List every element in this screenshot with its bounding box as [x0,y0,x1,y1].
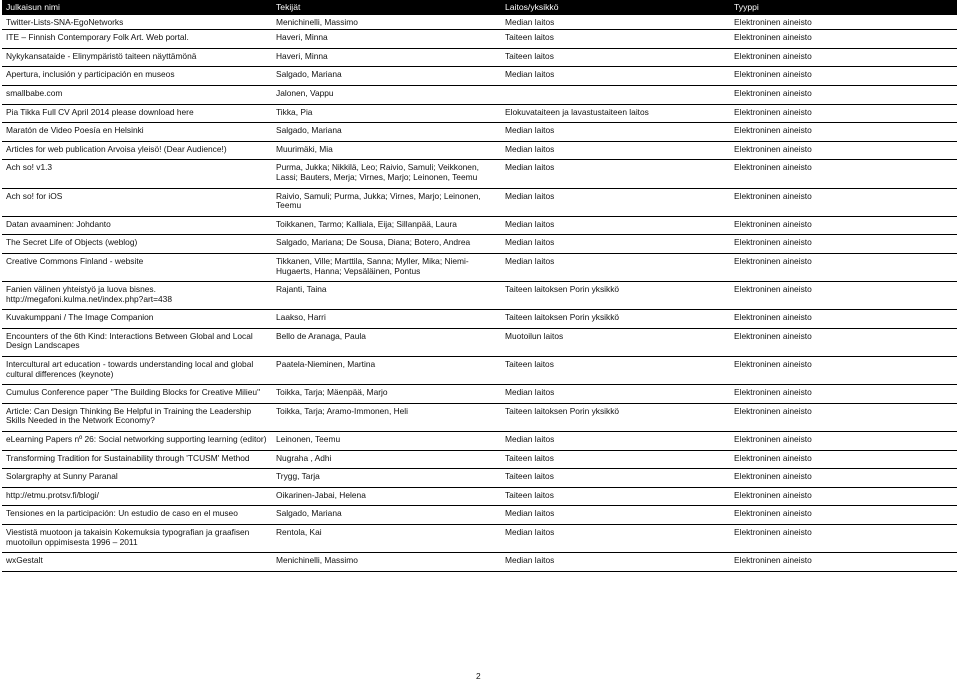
table-row [2,104,957,123]
cell-authors: Trygg, Tarja [272,469,501,488]
table-row [2,432,957,451]
table-row [2,553,957,572]
cell-type: Elektroninen aineisto [730,216,957,235]
cell-type: Elektroninen aineisto [730,253,957,281]
table-row [2,487,957,506]
cell-department: Median laitos [501,385,730,404]
cell-publication-name: Cumulus Conference paper "The Building Blocks for Creative Milieu" [2,385,272,404]
cell-type: Elektroninen aineisto [730,385,957,404]
cell-department: Muotoilun laitos [501,328,730,356]
table-row [2,235,957,254]
cell-type: Elektroninen aineisto [730,85,957,104]
cell-authors: Toikkanen, Tarmo; Kalliala, Eija; Sillanpää, Laura [272,216,501,235]
cell-authors: Muurimäki, Mia [272,141,501,160]
cell-type: Elektroninen aineisto [730,469,957,488]
cell-publication-name: Creative Commons Finland - website [2,253,272,281]
cell-publication-name: The Secret Life of Objects (weblog) [2,235,272,254]
cell-authors: Bello de Aranaga, Paula [272,328,501,356]
cell-type: Elektroninen aineisto [730,30,957,49]
cell-publication-name: wxGestalt [2,553,272,572]
cell-publication-name: ITE – Finnish Contemporary Folk Art. Web portal. [2,30,272,49]
cell-publication-name: Solargraphy at Sunny Paranal [2,469,272,488]
cell-type: Elektroninen aineisto [730,160,957,188]
cell-type: Elektroninen aineisto [730,403,957,431]
cell-publication-name: Viestistä muotoon ja takaisin Kokemuksia typografian ja graafisen muotoilun oppimisesta 1996 – 2011 [2,525,272,553]
cell-publication-name: Tensiones en la participación: Un estudio de caso en el museo [2,506,272,525]
cell-type: Elektroninen aineisto [730,104,957,123]
cell-authors: Paatela-Nieminen, Martina [272,357,501,385]
cell-type: Elektroninen aineisto [730,357,957,385]
cell-type: Elektroninen aineisto [730,48,957,67]
cell-department: Elokuvataiteen ja lavastustaiteen laitos [501,104,730,123]
cell-type: Elektroninen aineisto [730,123,957,142]
cell-publication-name: Apertura, inclusión y participación en museos [2,67,272,86]
cell-authors: Salgado, Mariana [272,67,501,86]
table-row [2,85,957,104]
cell-publication-name: Pia Tikka Full CV April 2014 please download here [2,104,272,123]
publications-table [2,0,957,572]
cell-department: Median laitos [501,216,730,235]
table-row [2,525,957,553]
cell-department: Median laitos [501,253,730,281]
cell-authors: Salgado, Mariana [272,123,501,142]
cell-department: Taiteen laitos [501,487,730,506]
cell-department: Median laitos [501,15,730,30]
table-row [2,123,957,142]
cell-publication-name: Maratón de Video Poesía en Helsinki [2,123,272,142]
cell-publication-name: Kuvakumppani / The Image Companion [2,310,272,329]
cell-authors: Raivio, Samuli; Purma, Jukka; Virnes, Marjo; Leinonen, Teemu [272,188,501,216]
cell-type: Elektroninen aineisto [730,506,957,525]
cell-department: Taiteen laitos [501,30,730,49]
cell-publication-name: Ach so! v1.3 [2,160,272,188]
cell-authors: Leinonen, Teemu [272,432,501,451]
cell-department: Median laitos [501,525,730,553]
cell-publication-name: Articles for web publication Arvoisa yleisö! (Dear Audience!) [2,141,272,160]
cell-type: Elektroninen aineisto [730,141,957,160]
cell-authors: Haveri, Minna [272,30,501,49]
cell-authors: Rentola, Kai [272,525,501,553]
cell-department: Taiteen laitos [501,48,730,67]
table-row [2,67,957,86]
cell-authors: Menichinelli, Massimo [272,15,501,30]
header-department: Laitos/yksikkö [501,0,730,15]
cell-publication-name: smallbabe.com [2,85,272,104]
table-row [2,253,957,281]
cell-department: Median laitos [501,67,730,86]
cell-authors: Menichinelli, Massimo [272,553,501,572]
cell-authors: Rajanti, Taina [272,282,501,310]
cell-department: Median laitos [501,188,730,216]
table-row [2,450,957,469]
cell-publication-name: Fanien välinen yhteistyö ja luova bisnes. http://megafoni.kulma.net/index.php?art=438 [2,282,272,310]
table-row [2,160,957,188]
cell-department: Taiteen laitos [501,357,730,385]
table-row [2,310,957,329]
cell-type: Elektroninen aineisto [730,67,957,86]
cell-department: Median laitos [501,432,730,451]
cell-publication-name: Datan avaaminen: Johdanto [2,216,272,235]
table-header [2,0,957,15]
cell-department: Median laitos [501,235,730,254]
cell-publication-name: Ach so! for iOS [2,188,272,216]
table-row [2,403,957,431]
table-row [2,48,957,67]
header-authors: Tekijät [272,0,501,15]
cell-publication-name: eLearning Papers nº 26: Social networking supporting learning (editor) [2,432,272,451]
cell-type: Elektroninen aineisto [730,487,957,506]
cell-department: Median laitos [501,141,730,160]
page-number: 2 [476,671,481,681]
table-row [2,385,957,404]
cell-department: Taiteen laitos [501,450,730,469]
cell-publication-name: Intercultural art education - towards understanding local and global cultural differences (keynote) [2,357,272,385]
cell-department: Taiteen laitoksen Porin yksikkö [501,403,730,431]
cell-publication-name: Transforming Tradition for Sustainability through 'TCUSM' Method [2,450,272,469]
header-row [2,0,957,15]
cell-department: Median laitos [501,553,730,572]
cell-publication-name: http://etmu.protsv.fi/blogi/ [2,487,272,506]
table-row [2,357,957,385]
cell-authors: Salgado, Mariana [272,506,501,525]
cell-type: Elektroninen aineisto [730,282,957,310]
cell-authors: Jalonen, Vappu [272,85,501,104]
header-type: Tyyppi [730,0,957,15]
table-row [2,141,957,160]
cell-publication-name: Article: Can Design Thinking Be Helpful in Training the Leadership Skills Needed in the Network Economy? [2,403,272,431]
cell-authors: Purma, Jukka; Nikkilä, Leo; Raivio, Samuli; Veikkonen, Lassi; Bauters, Merja; Virnes, Marjo; Leinonen, Teemu [272,160,501,188]
table-row [2,216,957,235]
cell-type: Elektroninen aineisto [730,15,957,30]
cell-type: Elektroninen aineisto [730,525,957,553]
cell-department: Taiteen laitoksen Porin yksikkö [501,310,730,329]
cell-department [501,85,730,104]
cell-authors: Toikka, Tarja; Mäenpää, Marjo [272,385,501,404]
cell-authors: Oikarinen-Jabai, Helena [272,487,501,506]
cell-type: Elektroninen aineisto [730,310,957,329]
cell-type: Elektroninen aineisto [730,235,957,254]
cell-department: Median laitos [501,123,730,142]
cell-authors: Haveri, Minna [272,48,501,67]
table-row [2,506,957,525]
cell-authors: Nugraha , Adhi [272,450,501,469]
cell-department: Taiteen laitoksen Porin yksikkö [501,282,730,310]
table-row [2,30,957,49]
table-row [2,282,957,310]
table-row [2,15,957,30]
cell-authors: Tikka, Pia [272,104,501,123]
cell-type: Elektroninen aineisto [730,450,957,469]
cell-department: Median laitos [501,160,730,188]
cell-type: Elektroninen aineisto [730,328,957,356]
header-publication-name: Julkaisun nimi [2,0,272,15]
table-row [2,469,957,488]
cell-type: Elektroninen aineisto [730,432,957,451]
table-row [2,188,957,216]
cell-authors: Tikkanen, Ville; Marttila, Sanna; Myller, Mika; Niemi-Hugaerts, Hanna; Vepsäläinen, Pontus [272,253,501,281]
cell-publication-name: Nykykansataide - Elinympäristö taiteen näyttämönä [2,48,272,67]
cell-department: Taiteen laitos [501,469,730,488]
cell-publication-name: Twitter-Lists-SNA-EgoNetworks [2,15,272,30]
cell-department: Median laitos [501,506,730,525]
cell-type: Elektroninen aineisto [730,188,957,216]
table-row [2,328,957,356]
cell-authors: Laakso, Harri [272,310,501,329]
cell-publication-name: Encounters of the 6th Kind: Interactions Between Global and Local Design Landscapes [2,328,272,356]
cell-authors: Salgado, Mariana; De Sousa, Diana; Botero, Andrea [272,235,501,254]
cell-type: Elektroninen aineisto [730,553,957,572]
table-body [2,15,957,572]
cell-authors: Toikka, Tarja; Aramo-Immonen, Heli [272,403,501,431]
